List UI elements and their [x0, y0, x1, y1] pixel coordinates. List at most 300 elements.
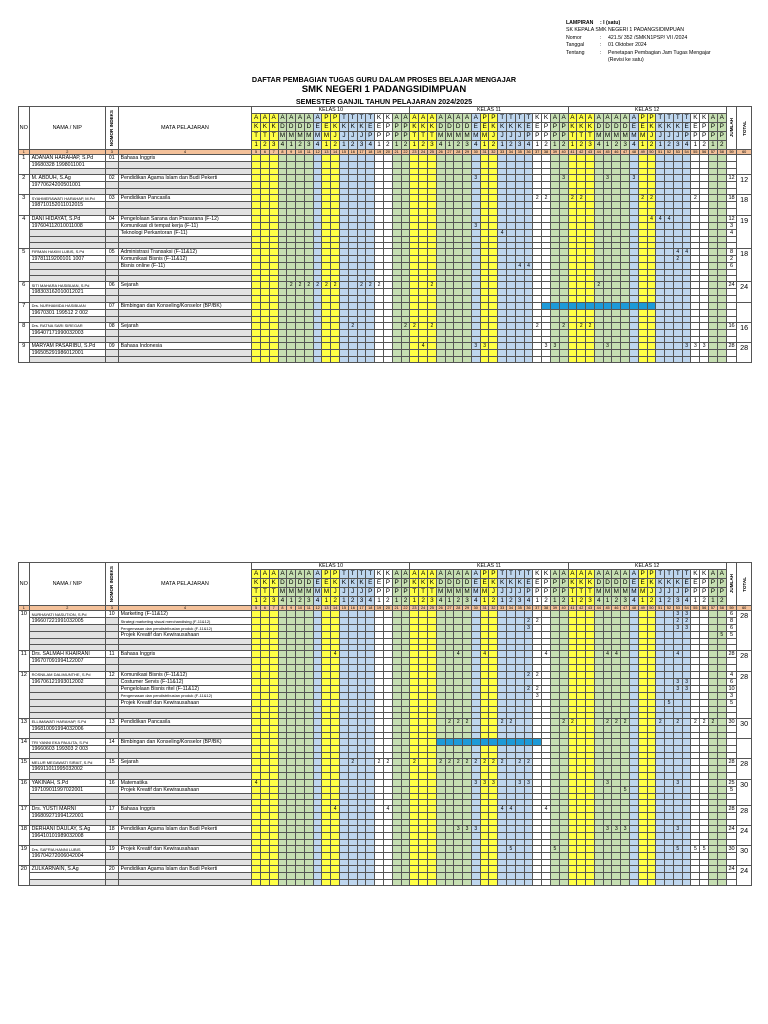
hours-cell	[673, 833, 682, 840]
hours-cell	[480, 866, 489, 873]
hours-cell	[630, 846, 639, 853]
jumlah-cell	[726, 349, 737, 356]
hours-cell	[515, 329, 524, 336]
class-code-cell: A	[471, 570, 480, 579]
hours-cell	[445, 766, 454, 773]
table-row	[19, 215, 752, 222]
class-code-cell: M	[438, 132, 444, 139]
hours-cell	[261, 309, 270, 316]
meta-value: 421.5/ 352 /SMKN1PSP/ VII /2024	[608, 34, 688, 41]
hours-cell	[261, 833, 270, 840]
hours-cell	[621, 162, 630, 169]
hours-cell	[507, 309, 516, 316]
teacher-index: 06	[105, 282, 118, 289]
hours-cell	[252, 342, 261, 349]
hours-cell	[489, 356, 498, 362]
teacher-index: 20	[105, 866, 118, 873]
class-code-cell: 1	[392, 141, 401, 150]
hours-cell	[348, 846, 357, 853]
hours-cell	[401, 692, 410, 699]
hours-cell	[621, 746, 630, 753]
column-number: 12	[313, 606, 322, 611]
hours-cell	[542, 229, 551, 236]
hours-cell	[436, 671, 445, 678]
hours-cell: 2	[348, 759, 357, 766]
hours-cell	[304, 349, 313, 356]
hours-cell	[410, 175, 419, 182]
hours-cell	[682, 632, 691, 639]
hours-cell: 5	[717, 632, 726, 639]
hours-cell	[691, 162, 700, 169]
hours-cell	[568, 322, 577, 329]
total-cell	[737, 155, 752, 175]
hours-cell	[700, 746, 709, 753]
table-row	[19, 618, 752, 625]
hours-cell	[287, 699, 296, 706]
hours-cell	[287, 651, 296, 658]
hours-cell	[524, 725, 533, 732]
hours-cell: 4	[665, 215, 674, 222]
column-number: 21	[392, 150, 401, 155]
class-code-cell: 4	[436, 597, 445, 606]
hours-cell	[401, 685, 410, 692]
hours-cell	[445, 289, 454, 296]
hours-cell	[630, 202, 639, 209]
hours-cell	[612, 182, 621, 189]
hours-cell	[313, 658, 322, 665]
hours-cell	[709, 255, 718, 262]
hours-cell	[269, 289, 278, 296]
class-code-cell: M	[622, 132, 628, 139]
hours-cell	[586, 632, 595, 639]
hours-cell	[410, 746, 419, 753]
hours-cell	[691, 215, 700, 222]
subject-name: Matematika	[118, 779, 252, 786]
hours-cell	[480, 618, 489, 625]
hours-cell	[630, 611, 639, 618]
hours-cell	[410, 812, 419, 819]
hours-cell	[296, 846, 305, 853]
hours-cell	[594, 356, 603, 362]
hours-cell	[261, 302, 270, 309]
hours-cell	[322, 202, 331, 209]
jumlah-cell: 3	[726, 222, 737, 229]
hours-cell	[436, 826, 445, 833]
column-number: 43	[586, 150, 595, 155]
class-code-cell: D	[287, 123, 296, 132]
class-code-cell: E	[524, 123, 533, 132]
blank-cell	[29, 692, 105, 699]
hours-cell	[480, 718, 489, 725]
class-code-cell: 2	[577, 597, 586, 606]
hours-cell	[428, 805, 437, 812]
blank-cell	[105, 309, 118, 316]
hours-cell	[682, 215, 691, 222]
hours-cell	[296, 182, 305, 189]
column-number: 54	[682, 150, 691, 155]
hours-cell	[392, 671, 401, 678]
hours-cell	[603, 349, 612, 356]
hours-cell	[515, 833, 524, 840]
hours-cell	[691, 255, 700, 262]
class-code-cell: M	[640, 588, 646, 595]
hours-cell	[673, 853, 682, 860]
class-code-cell: A	[621, 114, 630, 123]
hours-cell	[392, 162, 401, 169]
hours-cell	[357, 846, 366, 853]
teacher-nip: 196505291986012001	[29, 349, 105, 356]
column-number: 52	[665, 150, 674, 155]
hours-cell	[383, 349, 392, 356]
hours-cell	[357, 853, 366, 860]
hours-cell	[419, 229, 428, 236]
hours-cell	[533, 289, 542, 296]
class-code-cell: E	[322, 123, 331, 132]
hours-cell	[507, 202, 516, 209]
hours-cell	[383, 846, 392, 853]
hours-cell	[471, 866, 480, 873]
class-code-cell: T	[410, 132, 419, 141]
hours-cell	[489, 202, 498, 209]
hours-cell	[700, 229, 709, 236]
class-code-cell: A	[252, 570, 261, 579]
hours-cell	[392, 632, 401, 639]
class-code-cell: M	[323, 588, 330, 595]
hours-cell	[313, 202, 322, 209]
hours-cell	[278, 805, 287, 812]
meta-colon: :	[600, 34, 602, 41]
hours-cell	[261, 746, 270, 753]
jumlah-cell	[726, 202, 737, 209]
hours-cell	[717, 692, 726, 699]
hours-cell	[489, 282, 498, 289]
hours-cell	[322, 175, 331, 182]
hours-cell	[550, 289, 559, 296]
hours-cell	[673, 692, 682, 699]
class-code-cell: K	[375, 570, 384, 579]
jumlah-cell: 10	[726, 685, 737, 692]
class-code-cell: M	[640, 132, 646, 139]
hours-cell	[313, 182, 322, 189]
class-code-cell: T	[428, 588, 437, 597]
class-code-cell: J	[507, 132, 516, 141]
hours-cell	[445, 692, 454, 699]
class-code-cell: P	[550, 132, 559, 141]
class-code-cell: 2	[454, 597, 463, 606]
class-code-cell: D	[612, 579, 621, 588]
hours-cell	[559, 222, 568, 229]
hours-cell	[340, 175, 349, 182]
hours-cell	[638, 262, 647, 269]
hours-cell	[454, 746, 463, 753]
hours-cell	[630, 812, 639, 819]
hours-cell	[278, 329, 287, 336]
teacher-no: 19	[19, 846, 30, 866]
hours-cell	[419, 155, 428, 162]
hours-cell	[638, 342, 647, 349]
hours-cell	[331, 329, 340, 336]
hours-cell: 2	[454, 759, 463, 766]
hours-cell	[656, 309, 665, 316]
column-number: 9	[287, 150, 296, 155]
hours-cell	[577, 329, 586, 336]
hours-cell	[673, 746, 682, 753]
class-code-cell: 3	[673, 141, 682, 150]
hours-cell	[304, 222, 313, 229]
hours-cell	[296, 826, 305, 833]
hours-cell	[392, 282, 401, 289]
hours-cell	[533, 329, 542, 336]
class-code-cell: 4	[682, 141, 691, 150]
hours-cell	[542, 658, 551, 665]
hours-cell	[665, 786, 674, 793]
hours-cell	[550, 725, 559, 732]
teacher-index: 09	[105, 342, 118, 349]
hours-cell: 2	[287, 282, 296, 289]
subject-name: Bahasa Inggris	[118, 805, 252, 812]
hours-cell	[638, 853, 647, 860]
hours-cell	[594, 248, 603, 255]
hours-cell	[507, 671, 516, 678]
hours-cell	[665, 322, 674, 329]
hours-cell	[586, 766, 595, 773]
hours-cell	[401, 846, 410, 853]
hours-cell	[507, 215, 516, 222]
class-code-cell: K	[252, 123, 261, 132]
hours-cell	[630, 162, 639, 169]
hours-cell	[471, 812, 480, 819]
hours-cell	[533, 632, 542, 639]
hours-cell	[340, 356, 349, 362]
hours-cell	[515, 356, 524, 362]
hours-cell	[656, 779, 665, 786]
hours-cell	[586, 853, 595, 860]
hours-cell	[559, 879, 568, 885]
hours-cell	[542, 678, 551, 685]
hours-cell	[366, 651, 375, 658]
hours-cell	[313, 779, 322, 786]
class-code-cell: E	[691, 123, 700, 132]
hours-cell	[383, 248, 392, 255]
hours-cell	[348, 853, 357, 860]
hours-cell	[375, 215, 384, 222]
class-code-cell: K	[507, 123, 516, 132]
class-code-cell: A	[463, 114, 472, 123]
hours-cell	[322, 658, 331, 665]
hours-cell	[480, 685, 489, 692]
hours-cell	[269, 302, 278, 309]
subject-name: Projek Kreatif dan Kewirausahaan	[118, 786, 252, 793]
hours-cell	[401, 651, 410, 658]
class-code-cell: E	[375, 579, 384, 588]
jumlah-header-label: JUMLAH	[729, 118, 735, 138]
class-code-cell: P	[375, 132, 384, 141]
subject-name: Bahasa Inggris	[118, 155, 252, 162]
hours-cell	[348, 195, 357, 202]
blank-cell	[118, 725, 252, 732]
hours-cell	[621, 725, 630, 732]
hours-cell	[471, 262, 480, 269]
hours-cell: 3	[559, 175, 568, 182]
hours-cell	[357, 229, 366, 236]
blank-cell	[118, 202, 252, 209]
hours-cell	[550, 739, 559, 746]
hours-cell	[656, 826, 665, 833]
class-code-cell: 1	[410, 141, 419, 150]
class-code-cell: 1	[709, 597, 718, 606]
class-code-cell: 4	[630, 597, 639, 606]
hours-cell	[348, 202, 357, 209]
class-code-cell: P	[480, 114, 489, 123]
hours-cell	[269, 262, 278, 269]
hours-cell	[489, 215, 498, 222]
hours-cell	[559, 349, 568, 356]
hours-cell	[665, 349, 674, 356]
hours-cell: 5	[700, 846, 709, 853]
hours-cell	[515, 625, 524, 632]
blank-cell	[105, 678, 118, 685]
hours-cell	[428, 255, 437, 262]
class-code-cell: T	[577, 588, 586, 597]
hours-cell	[647, 309, 656, 316]
hours-cell	[304, 329, 313, 336]
hours-cell	[348, 282, 357, 289]
subject-name: Pengemasan dan pendistribusian produk (F-11&12)	[118, 692, 252, 699]
hours-cell	[621, 356, 630, 362]
hours-cell	[498, 632, 507, 639]
hours-cell	[709, 826, 718, 833]
hours-cell	[296, 812, 305, 819]
class-code-cell: A	[436, 570, 445, 579]
class-code-cell: A	[463, 570, 472, 579]
jumlah-cell: 30	[726, 846, 737, 853]
hours-cell	[313, 805, 322, 812]
hours-cell	[489, 342, 498, 349]
hours-cell	[515, 651, 524, 658]
column-number: 50	[647, 150, 656, 155]
hours-cell	[612, 611, 621, 618]
column-number: 32	[489, 606, 498, 611]
jumlah-cell: 16	[726, 322, 737, 329]
class-code-cell: J	[489, 132, 498, 141]
hours-cell: 2	[383, 759, 392, 766]
hours-cell	[700, 699, 709, 706]
class-code-cell: T	[665, 570, 674, 579]
class-code-cell: M	[473, 132, 479, 139]
table-row	[19, 853, 752, 860]
hours-cell	[428, 685, 437, 692]
hours-cell	[383, 182, 392, 189]
hours-cell	[436, 262, 445, 269]
hours-cell	[252, 248, 261, 255]
hours-cell	[630, 866, 639, 873]
hours-cell	[331, 632, 340, 639]
hours-cell	[375, 879, 384, 885]
hours-cell	[357, 195, 366, 202]
hours-cell	[252, 262, 261, 269]
hours-cell	[375, 229, 384, 236]
jumlah-cell	[726, 812, 737, 819]
hours-cell	[375, 195, 384, 202]
hours-cell	[392, 739, 401, 746]
hours-cell	[375, 846, 384, 853]
hours-cell	[630, 262, 639, 269]
hours-cell	[463, 786, 472, 793]
hours-cell	[656, 302, 665, 309]
hours-cell	[586, 182, 595, 189]
hours-cell	[278, 699, 287, 706]
hours-cell	[647, 846, 656, 853]
hours-cell	[252, 632, 261, 639]
hours-cell	[392, 805, 401, 812]
hours-cell	[524, 739, 533, 746]
hours-cell	[594, 805, 603, 812]
hours-cell	[471, 322, 480, 329]
hours-cell	[489, 289, 498, 296]
hours-cell: 3	[471, 779, 480, 786]
hours-cell	[524, 255, 533, 262]
teacher-name: Drs. SAFRIA HANNI LUBIS	[29, 846, 105, 853]
hours-cell	[507, 746, 516, 753]
hours-cell	[550, 322, 559, 329]
hours-cell	[428, 342, 437, 349]
column-number: 5	[252, 606, 261, 611]
hours-cell	[656, 786, 665, 793]
column-number: 28	[454, 150, 463, 155]
blank-cell	[105, 356, 118, 362]
teacher-index: 04	[105, 215, 118, 222]
hours-cell: 2	[524, 618, 533, 625]
class-code-cell: 1	[550, 597, 559, 606]
hours-cell	[603, 162, 612, 169]
hours-cell	[331, 202, 340, 209]
hours-cell	[419, 309, 428, 316]
hours-cell: 2	[357, 282, 366, 289]
hours-cell	[717, 322, 726, 329]
hours-cell	[313, 725, 322, 732]
hours-cell: 3	[612, 826, 621, 833]
hours-cell	[586, 342, 595, 349]
hours-cell	[252, 759, 261, 766]
hours-cell	[524, 651, 533, 658]
table-row	[19, 658, 752, 665]
hours-cell	[428, 833, 437, 840]
class-code-cell: K	[383, 570, 392, 579]
hours-cell	[340, 812, 349, 819]
hours-cell	[348, 671, 357, 678]
kelas11-header: KELAS 11	[410, 563, 568, 570]
teacher-index: 16	[105, 779, 118, 786]
hours-cell	[586, 879, 595, 885]
hours-cell	[612, 805, 621, 812]
hours-cell	[278, 739, 287, 746]
hours-cell	[533, 182, 542, 189]
hours-cell	[331, 812, 340, 819]
hours-cell	[392, 866, 401, 873]
hours-cell	[717, 162, 726, 169]
teacher-nip: 19660603 199303 2 003	[29, 746, 105, 753]
hours-cell	[559, 162, 568, 169]
hours-cell	[436, 651, 445, 658]
hours-cell	[357, 611, 366, 618]
hours-cell	[445, 322, 454, 329]
hours-cell	[261, 356, 270, 362]
class-code-cell: M	[288, 132, 294, 139]
hours-cell	[568, 739, 577, 746]
hours-cell	[313, 625, 322, 632]
hours-cell	[533, 766, 542, 773]
hours-cell	[603, 833, 612, 840]
